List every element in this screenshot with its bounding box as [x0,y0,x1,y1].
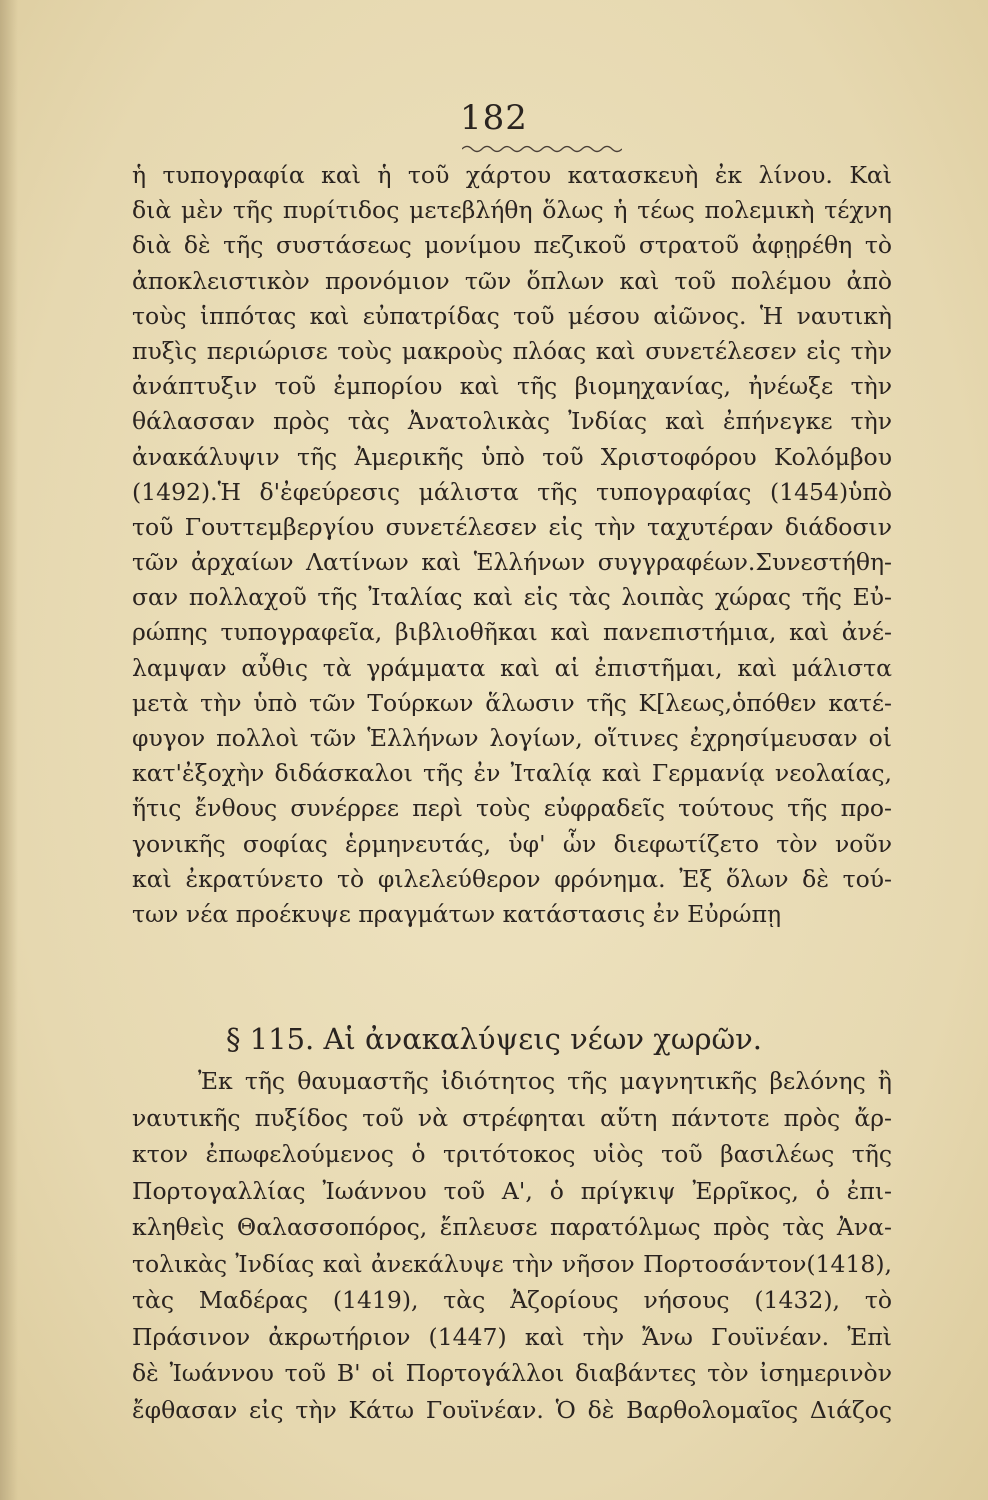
text-line: τοὺς ἱππότας καὶ εὐπατρίδας τοῦ μέσου αἰῶνος. Ἡ ναυτικὴ [132,301,892,330]
text-line: ἀνάπτυξιν τοῦ ἐμπορίου καὶ τῆς βιομηχανίας, ἠνέωξε τὴν [132,372,892,401]
text-line: κτον ἐπωφελούμενος ὁ τριτότοκος υἱὸς τοῦ βασιλέως τῆς [132,1140,892,1168]
text-line: διὰ μὲν τῆς πυρίτιδος μετεβλήθη ὅλως ἡ τέως πολεμικὴ τέχνη [132,196,892,225]
text-line: Ἐκ τῆς θαυμαστῆς ἰδιότητος τῆς μαγνητικῆς βελόνης ἢ [198,1067,892,1095]
text-line: κατ'ἐξοχὴν διδάσκαλοι τῆς ἐν Ἰταλίᾳ καὶ Γερμανίᾳ νεολαίας, [132,759,892,788]
text-line: φυγον πολλοὶ τῶν Ἑλλήνων λογίων, οἵτινες ἐχρησίμευσαν οἱ [132,724,892,752]
text-line: μετὰ τὴν ὑπὸ τῶν Τούρκων ἅλωσιν τῆς Κ[λεως,ὁπόθεν κατέ- [132,688,892,717]
text-line: κληθεὶς Θαλασσοπόρος, ἔπλευσε παρατόλμως πρὸς τὰς Ἀνα- [132,1213,892,1241]
text-line: ἡ τυπογραφία καὶ ἡ τοῦ χάρτου κατασκευὴ ἐκ λίνου. Καὶ [132,161,892,189]
text-line: λαμψαν αὖθις τὰ γράμματα καὶ αἱ ἐπιστῆμαι, καὶ μάλιστα [132,653,892,682]
page-edge-shadow [0,0,18,1500]
paragraph-2 [132,1063,892,1428]
text-line: πυξὶς περιώρισε τοὺς μακροὺς πλόας καὶ συνετέλεσεν εἰς τὴν [132,336,892,365]
section-heading: § 115. Αἱ ἀνακαλύψεις νέων χωρῶν. [225,1022,763,1056]
text-line: καὶ ἐκρατύνετο τὸ φιλελεύθερον φρόνημα. Ἐξ ὅλων δὲ τού- [132,864,892,893]
page-number: 182 [460,98,528,138]
text-line: των νέα προέκυψε πραγμάτων κατάστασις ἐν Εὐρώπῃ [132,899,782,928]
text-line: Πορτογαλλίας Ἰωάννου τοῦ Α', ὁ πρίγκιψ Ἐρρῖκος, ὁ ἐπι- [132,1176,892,1205]
text-line: (1492).Ἡ δ'ἐφεύρεσις μάλιστα τῆς τυπογραφίας (1454)ὑπὸ [132,477,892,506]
text-line: ρώπης τυπογραφεῖα, βιβλιοθῆκαι καὶ πανεπιστήμια, καὶ ἀνέ- [132,618,892,647]
text-line: δὲ Ἰωάννου τοῦ Β' οἱ Πορτογάλλοι διαβάντες τὸν ἰσημερινὸν [132,1359,892,1387]
text-line: τῶν ἀρχαίων Λατίνων καὶ Ἑλλήνων συγγραφέων.Συνεστήθη- [132,548,892,577]
text-line: ἔφθασαν εἰς τὴν Κάτω Γουϊνέαν. Ὁ δὲ Βαρθολομαῖος Διάζος [132,1395,892,1424]
text-line: ἀνακάλυψιν τῆς Ἀμερικῆς ὑπὸ τοῦ Χριστοφόρου Κολόμβου [132,442,892,471]
wavy-ornament [462,143,622,155]
text-line: σαν πολλαχοῦ τῆς Ἰταλίας καὶ εἰς τὰς λοιπὰς χώρας τῆς Εὐ- [132,583,892,612]
text-line: τὰς Μαδέρας (1419), τὰς Ἀζορίους νήσους (1432), τὸ [132,1286,892,1314]
text-line: Πράσινον ἀκρωτήριον (1447) καὶ τὴν Ἄνω Γουϊνέαν. Ἐπὶ [132,1322,892,1351]
text-line: γονικῆς σοφίας ἑρμηνευτάς, ὑφ' ὧν διεφωτίζετο τὸν νοῦν [132,829,892,858]
text-line: τοῦ Γουττεμβεργίου συνετέλεσεν εἰς τὴν ταχυτέραν διάδοσιν [132,512,892,541]
text-line: ἥτις ἔνθους συνέρρεε περὶ τοὺς εὐφραδεῖς τούτους τῆς προ- [132,794,892,823]
text-line: τολικὰς Ἰνδίας καὶ ἀνεκάλυψε τὴν νῆσον Πορτοσάντον(1418), [132,1249,892,1278]
text-line: διὰ δὲ τῆς συστάσεως μονίμου πεζικοῦ στρατοῦ ἀφῃρέθη τὸ [132,231,892,260]
paragraph-1 [132,158,892,932]
text-line: ἀποκλειστικὸν προνόμιον τῶν ὅπλων καὶ τοῦ πολέμου ἀπὸ [132,266,892,295]
text-line: ναυτικῆς πυξίδος τοῦ νὰ στρέφηται αὕτη πάντοτε πρὸς ἄρ- [132,1103,892,1132]
text-line: θάλασσαν πρὸς τὰς Ἀνατολικὰς Ἰνδίας καὶ ἐπήνεγκε τὴν [132,407,892,436]
